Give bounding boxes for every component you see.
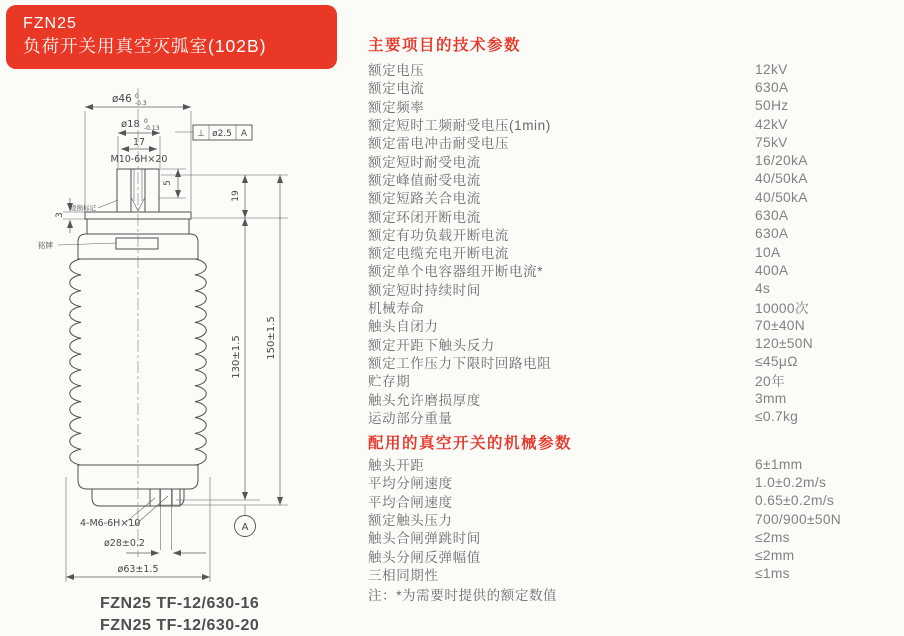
dim-d18: ø18: [121, 119, 140, 130]
dim-d3: 3: [55, 212, 65, 218]
spec-value: ≤0.7kg: [755, 409, 799, 425]
spec-table-mech: [368, 455, 898, 583]
spec-row: [368, 492, 898, 510]
spec-value: 40/50kA: [755, 171, 808, 187]
dim-d18-sup: 0: [144, 118, 148, 125]
product-name: 负荷开关用真空灭弧室(102B): [23, 36, 267, 56]
spec-row: [368, 565, 898, 583]
spec-label: 额定电缆充电开断电流: [368, 246, 509, 262]
dim-d5: 5: [163, 180, 173, 186]
spec-label: 额定峰值耐受电流: [368, 172, 481, 188]
spec-row: [368, 408, 898, 426]
dim-d150: 150±1.5: [266, 316, 277, 360]
spec-row: [368, 206, 898, 224]
spec-row: [368, 261, 898, 279]
top-boss-section-right: [145, 169, 159, 212]
spec-value: 630A: [755, 79, 789, 95]
spec-row: [368, 188, 898, 206]
dim-d18-sub: -0.13: [144, 125, 160, 132]
spec-label: 机械寿命: [368, 301, 425, 317]
spec-row: [368, 371, 898, 389]
spec-row: [368, 170, 898, 188]
spec-label: 三相同期性: [368, 567, 439, 583]
spec-value: ≤2ms: [755, 529, 790, 545]
spec-value: 50Hz: [755, 98, 789, 114]
spec-value: 630A: [755, 208, 789, 224]
spec-row: [368, 455, 898, 473]
spec-row: [368, 151, 898, 169]
spec-label: 额定单个电容器组开断电流*: [368, 264, 544, 280]
dim-d46: ø46: [112, 93, 132, 105]
dim-d46-sub: -0.3: [135, 100, 147, 107]
spec-row: [368, 225, 898, 243]
footnote: 注：*为需要时提供的额定数值: [368, 588, 558, 603]
spec-label: 触头允许磨损厚度: [368, 392, 481, 408]
spec-value: 12kV: [755, 61, 788, 77]
spec-value: 0.65±0.2m/s: [755, 493, 835, 509]
tol-value: ø2.5: [212, 129, 232, 139]
dim-d19: 19: [231, 190, 241, 202]
nameplate-label: 铭牌: [38, 241, 53, 250]
spec-value: 20年: [755, 374, 786, 390]
spec-value: 4s: [755, 281, 771, 297]
spec-value: 16/20kA: [755, 153, 808, 169]
spec-row: [368, 316, 898, 334]
tol-symbol: ⊥: [197, 129, 205, 139]
spec-value: 75kV: [755, 134, 788, 150]
spec-label: 额定短时工频耐受电压(1min): [368, 118, 551, 134]
model-item: FZN25 TF-12/630-16: [100, 595, 260, 612]
spec-label: 额定短时持续时间: [368, 282, 481, 298]
bellows-right-edge: [195, 259, 206, 465]
spec-label: 触头合闸弹跳时间: [368, 531, 481, 547]
spec-value: ≤1ms: [755, 566, 790, 582]
product-model: FZN25: [23, 15, 77, 32]
spec-row: [368, 510, 898, 528]
datum-label: A: [241, 522, 249, 533]
dim-d28: ø28±0.2: [104, 538, 145, 549]
dim-d46-sup: 0: [135, 93, 139, 100]
dim-d17: 17: [132, 137, 146, 148]
model-list: [100, 593, 259, 636]
technical-drawing: [8, 85, 338, 587]
spec-row: [368, 546, 898, 564]
spec-label: 额定开距下触头反力: [368, 337, 495, 353]
spec-row: [368, 473, 898, 491]
dim-thread-top: M10-6H×20: [110, 154, 168, 165]
spec-label: 运动部分重量: [368, 410, 453, 426]
spec-label: 额定电压: [368, 63, 425, 79]
spec-row: [368, 280, 898, 298]
spec-value: 42kV: [755, 116, 788, 132]
spec-row: [368, 389, 898, 407]
spec-value: 10000次: [755, 301, 809, 317]
vacuum-interrupter-drawing: [8, 85, 338, 587]
spec-table-main: [368, 60, 898, 426]
spec-value: 400A: [755, 262, 789, 278]
spec-value: 630A: [755, 226, 789, 242]
spec-label: 额定电流: [368, 81, 425, 97]
spec-label: 平均分闸速度: [368, 476, 453, 492]
weld-mark-label: 烧损标记: [70, 204, 96, 212]
spec-label: 贮存期: [368, 374, 411, 390]
spec-label: 额定频率: [368, 99, 425, 115]
nameplate-rect: [116, 238, 158, 249]
spec-label: 额定工作压力下限时回路电阻: [368, 355, 552, 371]
spec-value: 70±40N: [755, 317, 806, 333]
bottom-boss-section-left: [150, 489, 160, 506]
spec-value: 40/50kA: [755, 189, 808, 205]
specs-panel: [368, 0, 898, 636]
bellows-left-edge: [70, 259, 81, 465]
section2-title: 配用的真空开关的机械参数: [368, 435, 573, 452]
model-item: FZN25 TF-12/630-20: [100, 616, 260, 634]
spec-row: [368, 78, 898, 96]
spec-row: [368, 243, 898, 261]
spec-label: 平均合闸速度: [368, 494, 453, 510]
spec-value: 3mm: [755, 390, 787, 406]
section1-title: 主要项目的技术参数: [368, 37, 522, 54]
spec-value: ≤45μΩ: [755, 354, 798, 370]
spec-value: 6±1mm: [755, 456, 803, 472]
spec-label: 额定短时耐受电流: [368, 154, 481, 170]
spec-label: 额定环闭开断电流: [368, 209, 481, 225]
spec-label: 额定有功负载开断电流: [368, 227, 509, 243]
spec-label: 额定触头压力: [368, 513, 453, 529]
spec-value: 120±50N: [755, 336, 814, 352]
spec-label: 触头自闭力: [368, 319, 439, 335]
spec-value: 10A: [755, 244, 781, 260]
dim-d63: ø63±1.5: [117, 564, 159, 575]
top-boss-section-left: [117, 169, 131, 212]
tol-datum: A: [240, 129, 248, 139]
product-title-box: [6, 5, 337, 69]
spec-row: [368, 133, 898, 151]
spec-label: 触头开距: [368, 458, 425, 474]
spec-value: 700/900±50N: [755, 511, 842, 527]
spec-value: ≤2mm: [755, 548, 795, 564]
dim-thread-bottom: 4-M6-6H×10: [80, 518, 141, 529]
bottom-boss-section-right: [172, 489, 180, 506]
spec-row: [368, 353, 898, 371]
spec-label: 额定短路关合电流: [368, 191, 481, 207]
spec-row: [368, 97, 898, 115]
dim-d130: 130±1.5: [231, 335, 242, 379]
spec-row: [368, 298, 898, 316]
spec-value: 1.0±0.2m/s: [755, 474, 827, 490]
spec-row: [368, 334, 898, 352]
spec-row: [368, 115, 898, 133]
spec-row: [368, 60, 898, 78]
spec-row: [368, 528, 898, 546]
spec-label: 触头分闸反弹幅值: [368, 549, 481, 565]
spec-label: 额定雷电冲击耐受电压: [368, 136, 509, 152]
